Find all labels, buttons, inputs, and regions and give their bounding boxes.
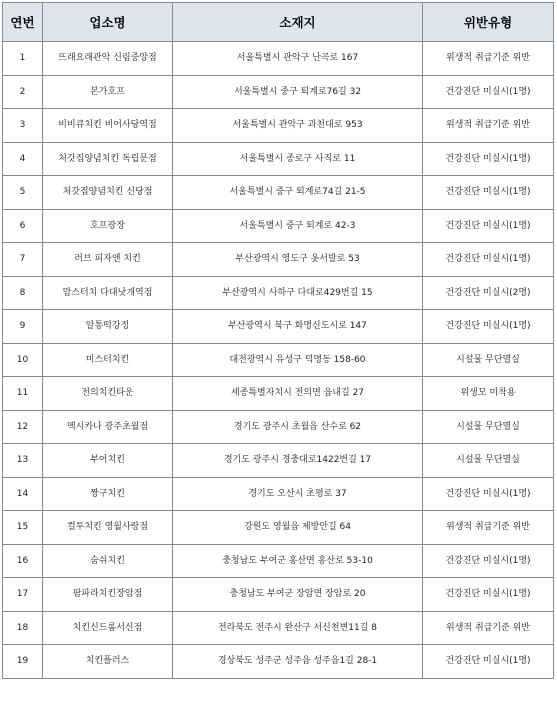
- address: 경기도 광주시 경충대로1422번길 17: [173, 444, 423, 478]
- header-business-name: 업소명: [43, 3, 173, 42]
- table-row: [3, 42, 554, 76]
- address: 충청남도 부여군 장암면 장암로 20: [173, 578, 423, 612]
- row-number: 10: [3, 344, 43, 377]
- table-row: [3, 444, 554, 478]
- violations-table-container: [2, 2, 554, 679]
- business-name: 부어치킨: [43, 444, 173, 478]
- business-name: 팜파라치킨장암점: [43, 578, 173, 612]
- violation-type: 건강진단 미실시(1명): [423, 645, 554, 679]
- violation-type: 위생적 취급기준 위반: [423, 612, 554, 645]
- business-name: 러브 피자앤 치킨: [43, 243, 173, 277]
- row-number: 18: [3, 612, 43, 645]
- violation-type: 시설물 무단멸실: [423, 444, 554, 478]
- table-row: [3, 243, 554, 277]
- header-violation-type: 위반유형: [423, 3, 554, 42]
- row-number: 14: [3, 478, 43, 511]
- row-number: 19: [3, 645, 43, 679]
- row-number: 6: [3, 210, 43, 243]
- violation-type: 시설물 무단멸실: [423, 344, 554, 377]
- table-row: [3, 377, 554, 411]
- business-name: 뜨래요래관악 신림중앙점: [43, 42, 173, 76]
- violation-type: 건강진단 미실시(1명): [423, 478, 554, 511]
- row-number: 15: [3, 511, 43, 545]
- row-number: 2: [3, 76, 43, 109]
- business-name: 본가호프: [43, 76, 173, 109]
- business-name: 처갓집양념치킨 독립문점: [43, 143, 173, 176]
- row-number: 9: [3, 310, 43, 344]
- business-name: 호프광장: [43, 210, 173, 243]
- table-row: [3, 545, 554, 578]
- address: 서울특별시 관악구 난곡로 167: [173, 42, 423, 76]
- business-name: 미스터치킨: [43, 344, 173, 377]
- address: 부산광역시 북구 화명신도시로 147: [173, 310, 423, 344]
- business-name: 숨쉬치킨: [43, 545, 173, 578]
- violation-type: 건강진단 미실시(1명): [423, 143, 554, 176]
- address: 경기도 오산시 초평로 37: [173, 478, 423, 511]
- header-address: 소재지: [173, 3, 423, 42]
- business-name: 처갓집양념치킨 신당점: [43, 176, 173, 210]
- table-row: [3, 109, 554, 143]
- address: 경상북도 성주군 성주읍 성주읍1길 28-1: [173, 645, 423, 679]
- table-row: [3, 76, 554, 109]
- row-number: 11: [3, 377, 43, 411]
- address: 세종특별자치시 전의면 읍내길 27: [173, 377, 423, 411]
- violation-type: 위생적 취급기준 위반: [423, 511, 554, 545]
- violations-table: [2, 2, 554, 679]
- business-name: 짱구치킨: [43, 478, 173, 511]
- address: 대전광역시 유성구 덕명동 158-60: [173, 344, 423, 377]
- violation-type: 건강진단 미실시(1명): [423, 310, 554, 344]
- business-name: 치킨플러스: [43, 645, 173, 679]
- address: 서울특별시 중구 퇴계로74길 21-5: [173, 176, 423, 210]
- table-row: [3, 578, 554, 612]
- table-body: [3, 42, 554, 679]
- business-name: 맘스터치 다대낫개역점: [43, 277, 173, 310]
- table-row: [3, 143, 554, 176]
- violation-type: 건강진단 미실시(1명): [423, 76, 554, 109]
- address: 강원도 영월읍 제방안길 64: [173, 511, 423, 545]
- row-number: 7: [3, 243, 43, 277]
- business-name: 치킨신드롬서신점: [43, 612, 173, 645]
- table-row: [3, 612, 554, 645]
- row-number: 5: [3, 176, 43, 210]
- violation-type: 시설물 무단멸실: [423, 411, 554, 444]
- table-header-row: [3, 3, 554, 42]
- address: 서울특별시 관악구 과천대로 953: [173, 109, 423, 143]
- table-row: [3, 176, 554, 210]
- address: 서울특별시 중구 퇴계로 42-3: [173, 210, 423, 243]
- violation-type: 건강진단 미실시(1명): [423, 210, 554, 243]
- business-name: 알통떡강정: [43, 310, 173, 344]
- violation-type: 위생적 취급기준 위반: [423, 109, 554, 143]
- address: 부산광역시 영도구 옷서발로 53: [173, 243, 423, 277]
- violation-type: 건강진단 미실시(2명): [423, 277, 554, 310]
- address: 부산광역시 사하구 다대로429번길 15: [173, 277, 423, 310]
- row-number: 1: [3, 42, 43, 76]
- row-number: 16: [3, 545, 43, 578]
- violation-type: 건강진단 미실시(1명): [423, 243, 554, 277]
- table-row: [3, 277, 554, 310]
- table-row: [3, 645, 554, 679]
- violation-type: 위생모 미착용: [423, 377, 554, 411]
- address: 전라북도 전주시 완산구 서신천변11길 8: [173, 612, 423, 645]
- row-number: 8: [3, 277, 43, 310]
- table-row: [3, 478, 554, 511]
- address: 충청남도 부여군 홍산면 홍산로 53-10: [173, 545, 423, 578]
- table-row: [3, 511, 554, 545]
- row-number: 12: [3, 411, 43, 444]
- table-row: [3, 344, 554, 377]
- row-number: 17: [3, 578, 43, 612]
- business-name: 멕시카나 광주초월점: [43, 411, 173, 444]
- header-number: 연번: [3, 3, 43, 42]
- row-number: 4: [3, 143, 43, 176]
- address: 서울특별시 종로구 사직로 11: [173, 143, 423, 176]
- violation-type: 건강진단 미실시(1명): [423, 176, 554, 210]
- row-number: 3: [3, 109, 43, 143]
- table-row: [3, 411, 554, 444]
- row-number: 13: [3, 444, 43, 478]
- address: 서울특별시 중구 퇴계로76길 32: [173, 76, 423, 109]
- violation-type: 건강진단 미실시(1명): [423, 545, 554, 578]
- violation-type: 위생적 취급기준 위반: [423, 42, 554, 76]
- violation-type: 건강진단 미실시(1명): [423, 578, 554, 612]
- address: 경기도 광주시 초월읍 산수로 62: [173, 411, 423, 444]
- business-name: 컬투치킨 영월사랑점: [43, 511, 173, 545]
- business-name: 전의치킨타운: [43, 377, 173, 411]
- table-row: [3, 210, 554, 243]
- business-name: 비비큐치킨 비어사당역점: [43, 109, 173, 143]
- table-row: [3, 310, 554, 344]
